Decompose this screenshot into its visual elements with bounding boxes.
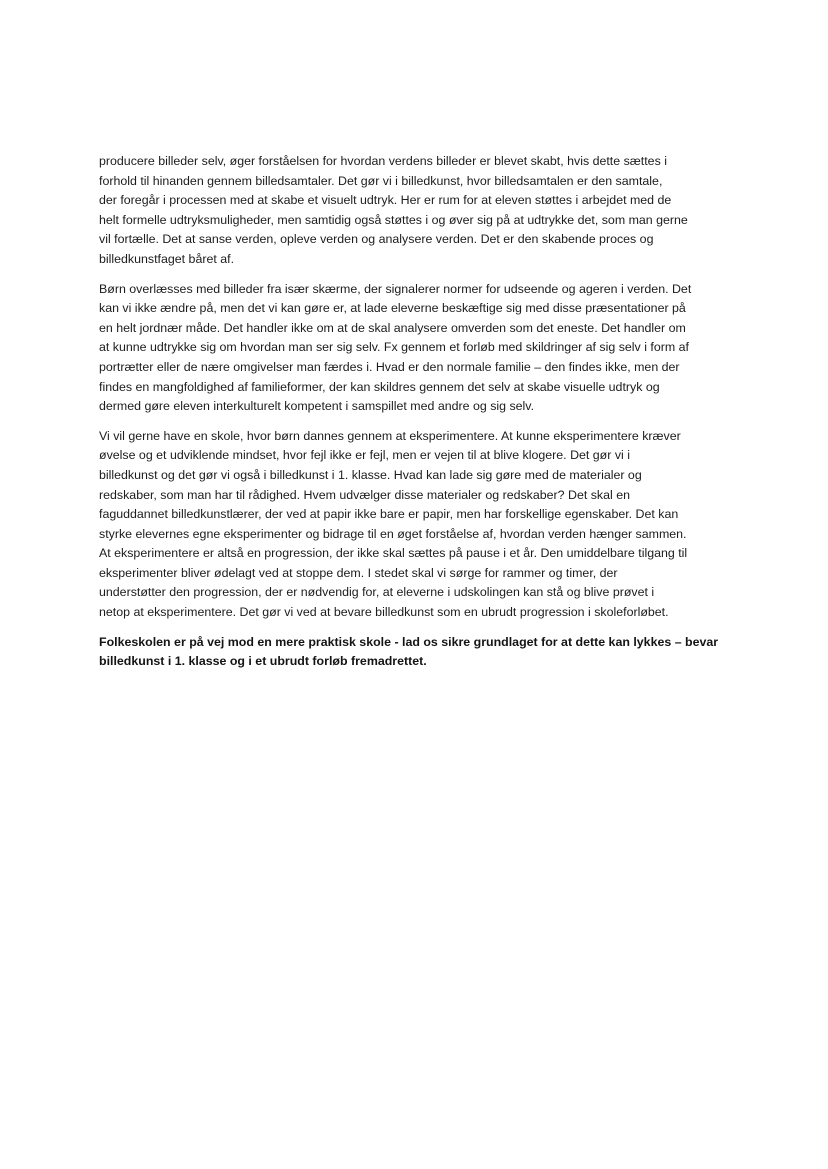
- text-line: faguddannet billedkunstlærer, der ved at papir ikke bare er papir, men har forskellige egenskaber. Det kan: [99, 507, 679, 522]
- text-line: billedkunstfaget båret af.: [99, 251, 235, 266]
- text-line: redskaber, som man har til rådighed. Hvem udvælger disse materialer og redskaber? Det skal en: [99, 487, 630, 502]
- text-line: Vi vil gerne have en skole, hvor børn dannes gennem at eksperimentere. At kunne eksperimentere kræver: [99, 428, 681, 443]
- text-line: helt formelle udtryksmuligheder, men samtidig også støttes i og øver sig på at udtrykke det, som man gerne: [99, 212, 688, 227]
- text-line: At eksperimentere er altså en progression, der ikke skal sættes på pause i et år. Den umiddelbare tilgang til: [99, 546, 688, 561]
- text-line: forhold til hinanden gennem billedsamtaler. Det gør vi i billedkunst, hvor billedsamtalen er den samtale,: [99, 173, 663, 188]
- paragraph: [99, 152, 754, 270]
- text-line: netop at eksperimentere. Det gør vi ved at bevare billedkunst som en ubrudt progression i skoleforløbet.: [99, 605, 669, 620]
- text-line: portrætter eller de nære omgivelser man færdes i. Hvad er den normale familie – den findes ikke, men der: [99, 359, 680, 374]
- text-line: producere billeder selv, øger forståelsen for hvordan verdens billeder er blevet skabt, hvis dette sættes i: [99, 154, 667, 168]
- text-line: at kunne udtrykke sig om hvordan man ser sig selv. Fx gennem et forløb med skildringer af sig selv i form af: [99, 340, 689, 355]
- paragraph: [99, 280, 754, 417]
- text-line: kan vi ikke ændre på, men det vi kan gøre er, at lade eleverne beskæftige sig med disse præsentationer på: [99, 301, 686, 316]
- paragraph: [99, 427, 754, 623]
- text-line: Børn overlæsses med billeder fra især skærme, der signalerer normer for udseende og ageren i verden. Det: [99, 281, 692, 296]
- text-line: eksperimenter bliver ødelagt ved at stoppe dem. I stedet skal vi sørge for rammer og timer, der: [99, 565, 618, 580]
- text-line: billedkunst i 1. klasse og i et ubrudt forløb fremadrettet.: [99, 654, 427, 669]
- text-line: understøtter den progression, der er nødvendig for, at eleverne i udskolingen kan stå og blive prøvet i: [99, 585, 655, 600]
- text-line: dermed gøre eleven interkulturelt kompetent i samspillet med andre og sig selv.: [99, 399, 535, 414]
- text-line: øvelse og et udviklende mindset, hvor fejl ikke er fejl, men er vejen til at blive klogere. Det gør vi i: [99, 448, 630, 463]
- document-body: [99, 152, 754, 682]
- text-line: findes en mangfoldighed af familieformer, der kan skildres gennem det selv at skabe visuelle udtryk og: [99, 379, 660, 394]
- text-line: styrke elevernes egne eksperimenter og bidrage til en øget forståelse af, hvordan verden hænger sammen.: [99, 526, 687, 541]
- text-line: vil fortælle. Det at sanse verden, opleve verden og analysere verden. Det er den skabende proces og: [99, 232, 654, 247]
- text-line: der foregår i processen med at skabe et visuelt udtryk. Her er rum for at eleven støttes i arbejdet med de: [99, 193, 672, 208]
- text-line: billedkunst og det gør vi også i billedkunst i 1. klasse. Hvad kan lade sig gøre med de materialer og: [99, 467, 642, 482]
- text-line: Folkeskolen er på vej mod en mere praktisk skole - lad os sikre grundlaget for at dette kan lykkes – bevar: [99, 634, 719, 649]
- text-line: en helt jordnær måde. Det handler ikke om at de skal analysere omverden som det eneste. Det handler om: [99, 320, 686, 335]
- closing-statement: [99, 633, 754, 672]
